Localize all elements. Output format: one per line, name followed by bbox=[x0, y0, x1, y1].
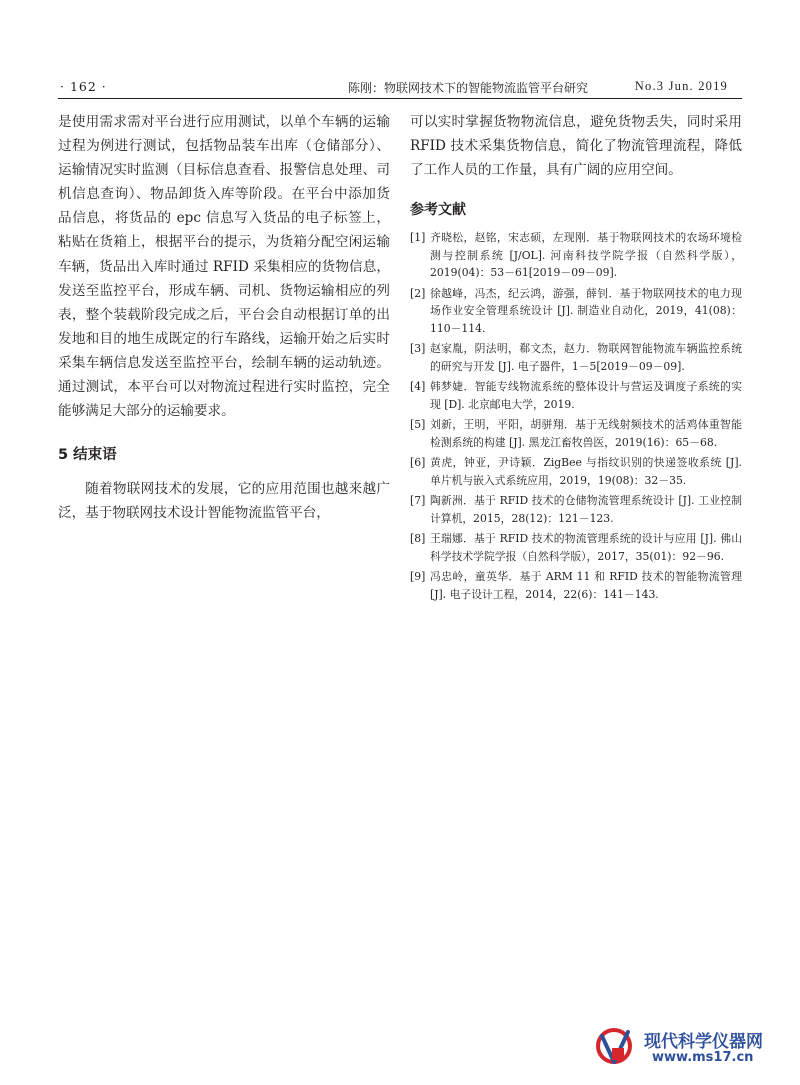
page-number: · 162 · bbox=[60, 79, 107, 94]
reference-item bbox=[410, 378, 742, 413]
page-header bbox=[58, 76, 742, 99]
reference-number: [1] bbox=[410, 231, 426, 245]
reference-item bbox=[410, 229, 742, 282]
watermark-url: www.ms17.cn bbox=[652, 1050, 754, 1065]
body-paragraph: 可以实时掌握货物物流信息，避免货物丢失，同时采用 RFID 技术采集货物信息，简化了物流管理流程，降低了工作人员的工作量，具有广阔的应用空间。 bbox=[410, 114, 742, 179]
body-paragraph: 随着物联网技术的发展，它的应用范围也越来越广泛，基于物联网技术设计智能物流监管平台， bbox=[58, 481, 390, 522]
reference-number: [5] bbox=[410, 418, 426, 432]
reference-item bbox=[410, 454, 742, 489]
reference-number: [6] bbox=[410, 456, 426, 470]
left-column bbox=[58, 110, 390, 525]
reference-number: [8] bbox=[410, 532, 426, 546]
reference-text: 韩梦婕．智能专线物流系统的整体设计与营运及调度子系统的实现 [D]. 北京邮电大学，2019. bbox=[430, 380, 742, 411]
reference-number: [3] bbox=[410, 342, 426, 356]
reference-text: 赵家胤，阴法明，郗文杰，赵力．物联网智能物流车辆监控系统的研究与开发 [J]. 电子器件，1－5[2019－09－09]. bbox=[430, 342, 742, 373]
body-paragraph: 是使用需求需对平台进行应用测试，以单个车辆的运输过程为例进行测试，包括物品装车出库（仓储部分）、运输情况实时监测（目标信息查看、报警信息处理、司机信息查询）、物品卸货入库等阶段。在平台中添加货品信息，将货品的 epc 信息写入货品的电子标签上，粘贴在货箱上，根据平台的提示，为货箱分配空闲运输车辆，货品出入库时通过 RFID 采集相应的货物信息，发送至监控平台，形成车辆、司机、货物运输相应的列表，整个装载阶段完成之后，平台会自动根据订单的出发地和目的地生成既定的行车路线，运输开始之后实时采集车辆信息发送至监控平台，绘制车辆的运动轨迹。通过测试，本平台可以对物流过程进行实时监控，完全能够满足大部分的运输要求。 bbox=[58, 114, 390, 420]
reference-text: 黄虎，钟亚，尹诗颖．ZigBee 与指纹识别的快递签收系统 [J]. 单片机与嵌入式系统应用，2019，19(08)：32－35. bbox=[430, 456, 742, 487]
reference-number: [7] bbox=[410, 494, 426, 508]
reference-number: [9] bbox=[410, 570, 426, 584]
reference-item bbox=[410, 568, 742, 603]
reference-text: 陶新洲．基于 RFID 技术的仓储物流管理系统设计 [J]. 工业控制计算机，2015，28(12)：121－123. bbox=[430, 494, 742, 525]
reference-text: 徐越峰，冯杰，纪云鸿，游强，薛钊．基于物联网技术的电力现场作业安全管理系统设计 [J]. 制造业自动化，2019，41(08)：110－114. bbox=[430, 286, 742, 335]
watermark-site-name: 现代科学仪器网 bbox=[644, 1032, 763, 1052]
reference-list bbox=[410, 229, 742, 603]
running-title: 陈刚：物联网技术下的智能物流监管平台研究 bbox=[348, 81, 589, 95]
reference-item bbox=[410, 416, 742, 451]
section-title: 5 结束语 bbox=[58, 447, 117, 464]
references-title: 参考文献 bbox=[410, 202, 466, 219]
reference-number: [2] bbox=[410, 286, 426, 300]
watermark bbox=[594, 1024, 780, 1074]
reference-text: 刘新，王明，平阳，胡骈翔．基于无线射频技术的活鸡体重智能检测系统的构建 [J]. 黑龙江畜牧兽医，2019(16)：65－68. bbox=[430, 418, 742, 449]
reference-number: [4] bbox=[410, 380, 426, 394]
right-column bbox=[410, 110, 742, 606]
reference-item bbox=[410, 285, 742, 338]
reference-item bbox=[410, 340, 742, 375]
reference-text: 齐晓松，赵铭，宋志硕，左现刚．基于物联网技术的农场环境检测与控制系统 [J/OL]. 河南科技学院学报（自然科学版），2019(04)：53－61[2019－09－09]. bbox=[430, 231, 742, 280]
issue-info: No.3 Jun. 2019 bbox=[634, 79, 728, 93]
reference-item bbox=[410, 492, 742, 527]
watermark-logo-icon bbox=[594, 1024, 638, 1068]
reference-item bbox=[410, 530, 742, 565]
reference-text: 冯忠岭，童英华．基于 ARM 11 和 RFID 技术的智能物流管理 [J]. 电子设计工程，2014，22(6)：141－143. bbox=[430, 570, 742, 601]
reference-text: 王瑞娜．基于 RFID 技术的物流管理系统的设计与应用 [J]. 佛山科学技术学院学报（自然科学版），2017，35(01)：92－96. bbox=[430, 532, 742, 563]
